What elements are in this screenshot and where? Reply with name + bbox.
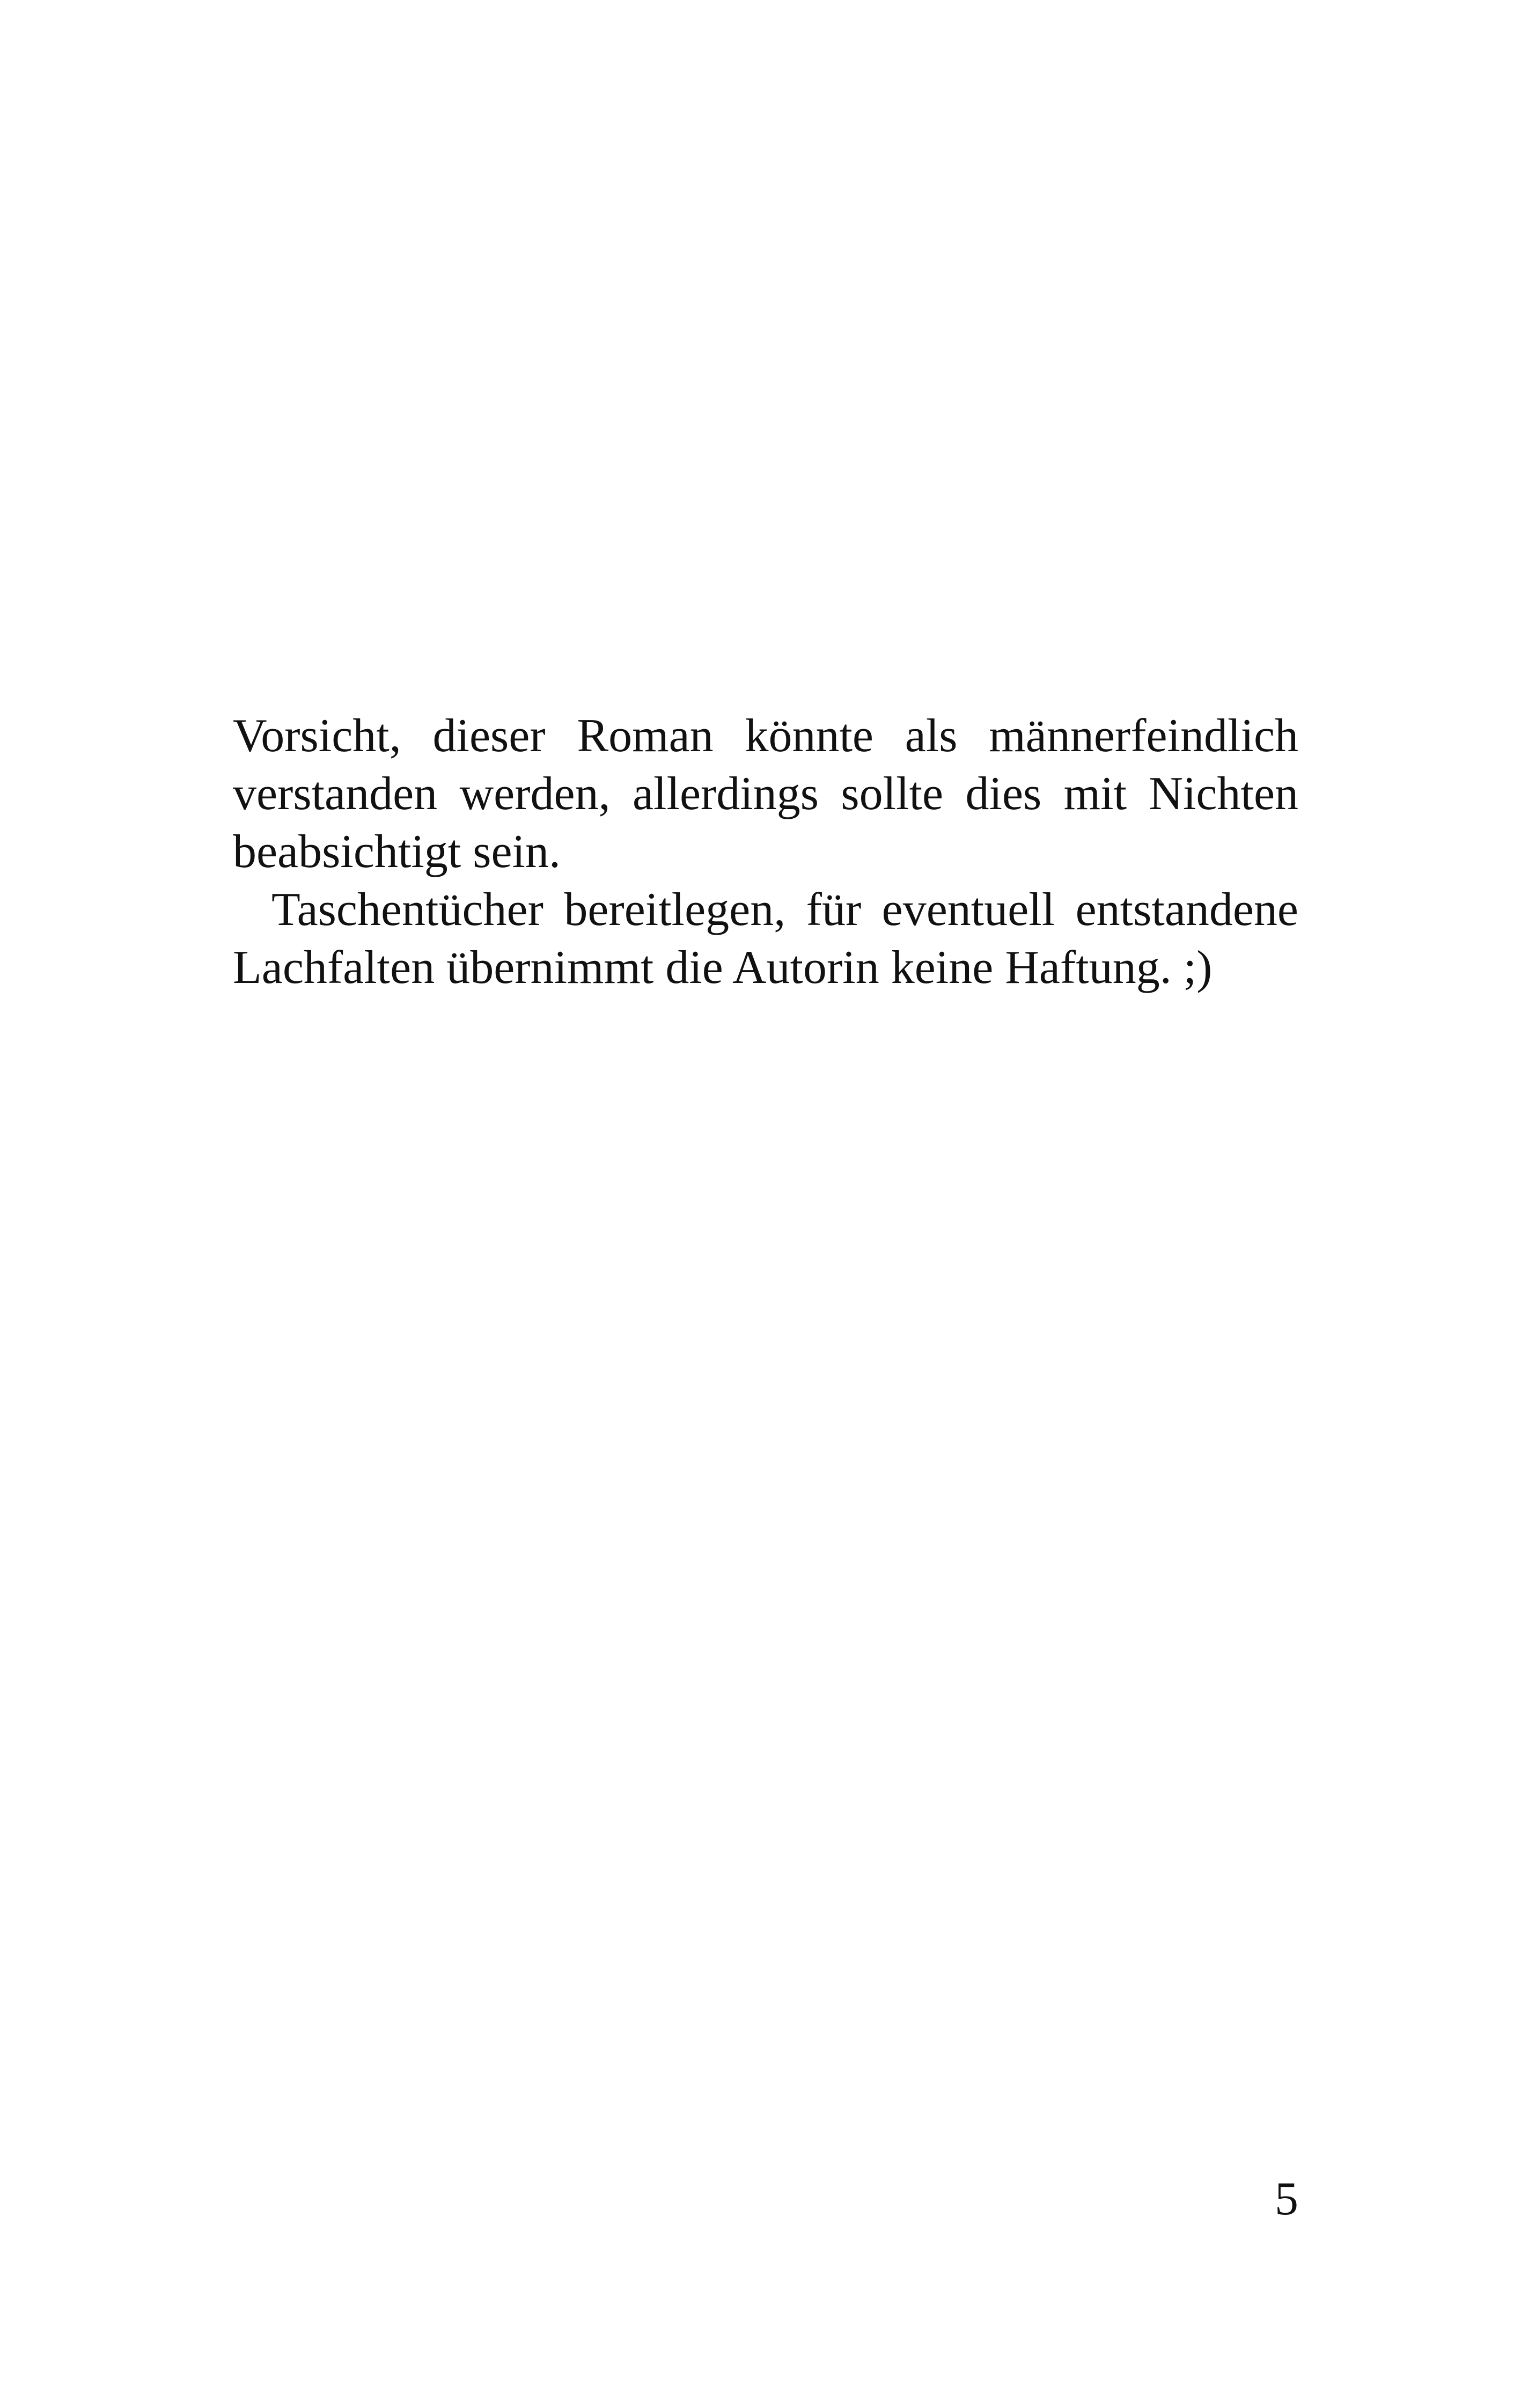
body-text bbox=[233, 707, 1298, 997]
page-number: 5 bbox=[1275, 2173, 1298, 2225]
paragraph-disclaimer: Vorsicht, dieser Roman könnte als männerfeindlich verstanden werden, allerdings sollte dies mit Nichten beabsichtigt sein. bbox=[233, 710, 1298, 878]
paragraph-tissues: Taschentücher bereitlegen, für eventuell entstandene Lachfalten übernimmt die Autorin keine Haftung. ;) bbox=[233, 884, 1298, 994]
